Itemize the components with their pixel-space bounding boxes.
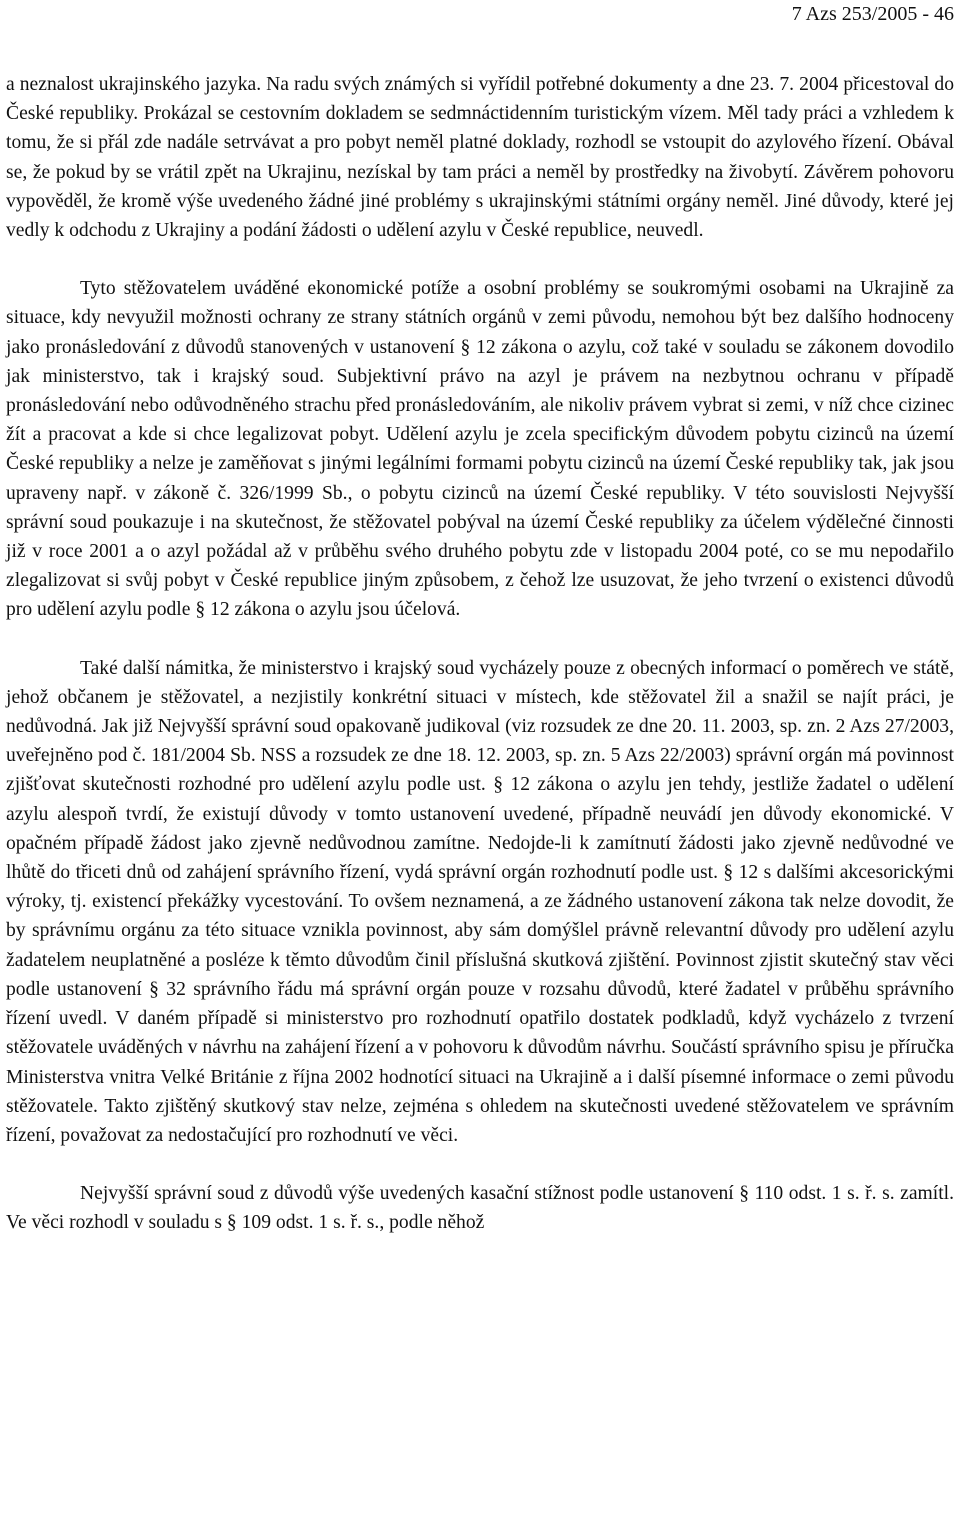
case-number-header: 7 Azs 253/2005 - 46 [791, 3, 954, 25]
paragraph-further-objection: Také další námitka, že ministerstvo i krajský soud vycházely pouze z obecných informací o poměrech ve státě, jehož občanem je stěžovatel, a nezjistily konkrétní situaci v místech, kde stěžovatel žil a snažil se najít práci, je nedůvodná. Jak již Nejvyšší správní soud opakovaně judikoval (viz rozsudek ze dne 20. 11. 2003, sp. zn. 2 Azs 27/2003, uveřejněno pod č. 181/2004 Sb. NSS a rozsudek ze dne 18. 12. 2003, sp. zn. 5 Azs 22/2003) správní orgán má povinnost zjišťovat skutečnosti rozhodné pro udělení azylu podle ust. § 12 zákona o azylu jen tehdy, jestliže žadatel o udělení azylu alespoň tvrdí, že existují důvody v tomto ustanovení uvedené, případně neuvádí jen důvody ekonomické. V opačném případě žádost jako zjevně nedůvodnou zamítne. Nedojde-li k zamítnutí žádosti jako zjevně nedůvodné ve lhůtě do třiceti dnů od zahájení správního řízení, vydá správní orgán rozhodnutí podle ust. § 12 s dalšími akcesorickými výroky, tj. existencí překážky vycestování. To ovšem neznamená, a ze žádného ustanovení zákona tak nelze dovodit, že by správnímu orgánu za této situace vznikla povinnost, aby sám domýšlel právně relevantní důvody pro udělení azylu žadatelem neuplatněné a posléze k těmto důvodům činil příslušná skutková zjištění. Povinnost zjistit skutečný stav věci podle ustanovení § 32 správního řádu má správní orgán pouze v rozsahu důvodů, které žadatel v průběhu správního řízení uvedl. V daném případě si ministerstvo pro rozhodnutí opatřilo dostatek podkladů, když vycházelo z tvrzení stěžovatele uváděných v návrhu na zahájení řízení a v pohovoru k důvodům návrhu. Součástí správního spisu je příručka Ministerstva vnitra Velké Británie z října 2002 hodnotící situaci na Ukrajině a i další písemné informace o zemi původu stěžovatele. Takto zjištěný skutkový stav nelze, zejména s ohledem na skutečnosti uvedené stěžovatelem ve správním řízení, považovat za nedostačující pro rozhodnutí ve věci. [6, 657, 954, 1146]
paragraph-economic-reasons: Tyto stěžovatelem uváděné ekonomické potíže a osobní problémy se soukromými osobami na Ukrajině za situace, kdy nevyužil možnosti ochrany ze strany státních orgánů v zemi původu, nemohou být bez dalšího hodnoceny jako pronásledování z důvodů stanovených v ustanovení § 12 zákona o azylu, což také v souladu se zákonem dovodilo jak ministerstvo, tak i krajský soud. Subjektivní právo na azyl je právem na nezbytnou ochranu v případě pronásledování nebo odůvodněného strachu před pronásledováním, ale nikoliv právem vybrat si zemi, v níž chce cizinec žít a pracovat a kde si chce legalizovat pobyt. Udělení azylu je zcela specifickým důvodem pobytu cizinců na území České republiky a nelze je zaměňovat s jinými legálními formami pobytu cizinců na území České republiky tak, jak jsou upraveny např. v zákoně č. 326/1999 Sb., o pobytu cizinců na území České republiky. V této souvislosti Nejvyšší správní soud poukazuje i na skutečnost, že stěžovatel pobýval na území České republiky za účelem výdělečné činnosti již v roce 2001 a o azyl požádal až v průběhu svého druhého pobytu zde v listopadu 2004 poté, co se mu nepodařilo zlegalizovat si svůj pobyt v České republice jiným způsobem, z čehož lze usuzovat, že jeho tvrzení o existenci důvodů pro udělení azylu podle § 12 zákona o azylu jsou účelová. [6, 278, 954, 621]
paragraph-decision: Nejvyšší správní soud z důvodů výše uvedených kasační stížnost podle ustanovení § 110 odst. 1 s. ř. s. zamítl. Ve věci rozhodl v souladu s § 109 odst. 1 s. ř. s., podle něhož [6, 1183, 954, 1234]
paragraph-applicant-statement: a neznalost ukrajinského jazyka. Na radu svých známých si vyřídil potřebné dokumenty a dne 23. 7. 2004 přicestoval do České republiky. Prokázal se cestovním dokladem se sedmnáctidenním turistickým vízem. Měl tady práci a vzhledem k tomu, že si přál zde nadále setrvávat a pro pobyt neměl platné doklady, rozhodl se vstoupit do azylového řízení. Obával se, že pokud by se vrátil zpět na Ukrajinu, nezískal by tam práci a neměl by prostředky na živobytí. Závěrem pohovoru vypověděl, že kromě výše uvedeného žádné jiné problémy s ukrajinskými státními orgány neměl. Jiné důvody, které jej vedly k odchodu z Ukrajiny a podání žádosti o udělení azylu v České republice, neuvedl. [6, 74, 954, 242]
document-body [6, 70, 954, 1238]
